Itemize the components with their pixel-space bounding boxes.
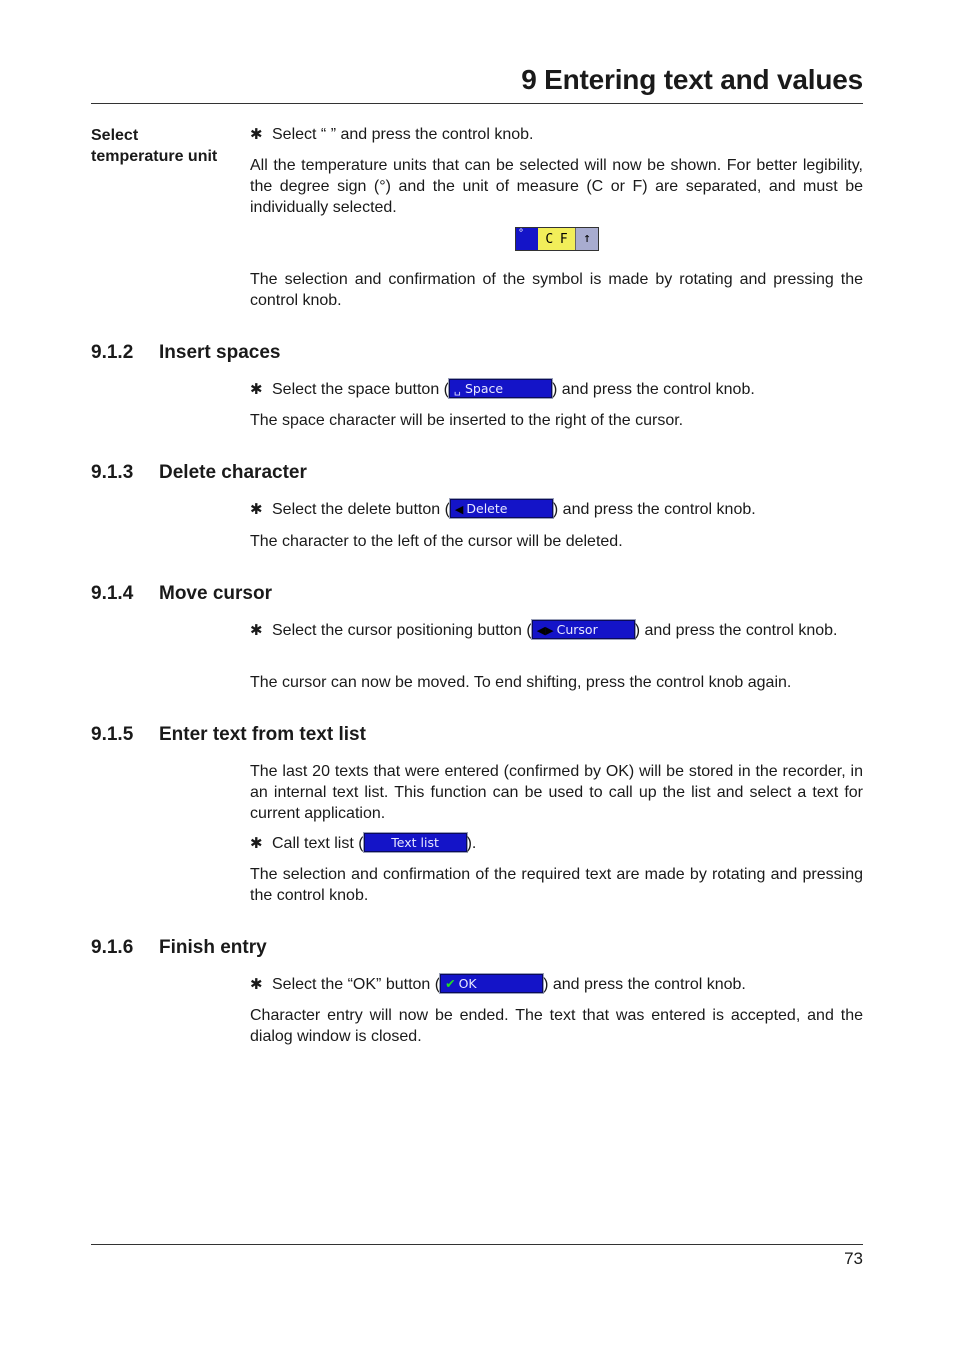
text-list-button-label: Text list bbox=[391, 834, 439, 850]
section-number: 9.1.3 bbox=[91, 462, 134, 483]
temperature-confirm-paragraph: The selection and confirmation of the symbol is made by rotating and pressing the control knob. bbox=[250, 271, 863, 309]
cursor-arrows-icon: ◀▶ bbox=[536, 623, 554, 637]
bullet-text-pre: Select the “OK” button ( bbox=[272, 976, 441, 993]
section-title: Finish entry bbox=[159, 937, 267, 958]
space-button[interactable] bbox=[449, 379, 552, 398]
bullet-delete-button bbox=[250, 500, 863, 520]
section-title: Enter text from text list bbox=[159, 724, 366, 745]
bullet-text-post: ) and press the control knob. bbox=[552, 381, 755, 398]
bullet-text-pre: Select the cursor positioning button ( bbox=[272, 622, 532, 639]
bullet-space-button bbox=[250, 380, 863, 400]
header-rule bbox=[91, 103, 863, 104]
page-number: 73 bbox=[844, 1249, 863, 1268]
temperature-unit-picker[interactable] bbox=[515, 227, 599, 251]
text-list-paragraph: The last 20 texts that were entered (confirmed by OK) will be stored in the recorder, in an internal text list. This function can be used to call up the list and select a text for current application. bbox=[250, 763, 863, 822]
section-heading-text-list bbox=[91, 724, 366, 746]
bullet-icon: ✱ bbox=[250, 622, 263, 639]
bullet-text-post: ) and press the control knob. bbox=[634, 622, 838, 639]
section-heading-finish-entry bbox=[91, 937, 267, 959]
text-list-button[interactable] bbox=[364, 833, 467, 852]
bullet-icon: ✱ bbox=[250, 381, 263, 398]
bullet-ok-button bbox=[250, 975, 863, 995]
move-cursor-paragraph: The cursor can now be moved. To end shifting, press the control knob again. bbox=[250, 674, 792, 691]
bullet-icon: ✱ bbox=[250, 126, 263, 143]
fahrenheit-option[interactable]: F bbox=[559, 231, 568, 247]
celsius-option[interactable]: C bbox=[545, 231, 554, 247]
checkmark-icon: ✔ bbox=[445, 975, 456, 991]
delete-arrow-icon: ◀ bbox=[454, 502, 464, 516]
bullet-text-post: ) and press the control knob. bbox=[552, 501, 756, 518]
cursor-button[interactable] bbox=[532, 620, 635, 639]
bullet-text-pre: Select the space button ( bbox=[272, 381, 449, 398]
delete-button-label: Delete bbox=[466, 500, 508, 516]
bullet-select-unit bbox=[250, 125, 863, 145]
delete-character-paragraph: The character to the left of the cursor will be deleted. bbox=[250, 533, 623, 550]
up-arrow-icon[interactable]: ↑ bbox=[575, 228, 598, 250]
temperature-paragraph: All the temperature units that can be selected will now be shown. For better legibility, the degree sign (°) and the unit of measure (C or F) are separated, and must be individually selected. bbox=[250, 157, 863, 216]
section-number: 9.1.5 bbox=[91, 724, 134, 745]
bullet-text-post: ). bbox=[466, 835, 477, 852]
ok-button[interactable] bbox=[440, 974, 543, 993]
section-number: 9.1.4 bbox=[91, 583, 134, 604]
section-number: 9.1.6 bbox=[91, 937, 134, 958]
section-heading-move-cursor bbox=[91, 583, 272, 605]
bullet-icon: ✱ bbox=[250, 835, 263, 852]
finish-entry-paragraph: Character entry will now be ended. The text that was entered is accepted, and the dialog window is closed. bbox=[250, 1007, 863, 1045]
chapter-title: 9 Entering text and values bbox=[521, 64, 863, 95]
bullet-text-post: ) and press the control knob. bbox=[543, 976, 746, 993]
bullet-text: Select “ ” and press the control knob. bbox=[272, 126, 534, 143]
bullet-text-list-button bbox=[250, 834, 863, 854]
section-title: Insert spaces bbox=[159, 342, 281, 363]
bullet-text-pre: Select the delete button ( bbox=[272, 501, 450, 518]
section-title: Delete character bbox=[159, 462, 307, 483]
section-heading-delete-character bbox=[91, 462, 307, 484]
bullet-text-pre: Call text list ( bbox=[272, 835, 364, 852]
insert-spaces-paragraph: The space character will be inserted to the right of the cursor. bbox=[250, 412, 684, 429]
bullet-cursor-button bbox=[250, 621, 863, 641]
space-icon: ␣ bbox=[454, 382, 461, 396]
space-button-label: Space bbox=[464, 380, 504, 396]
side-label-temperature: Select temperature unit bbox=[91, 127, 218, 165]
section-heading-insert-spaces bbox=[91, 342, 280, 364]
bullet-icon: ✱ bbox=[250, 976, 263, 993]
cursor-button-label: Cursor bbox=[556, 621, 598, 637]
text-list-confirm-paragraph: The selection and confirmation of the required text are made by rotating and pressing the control knob. bbox=[250, 866, 863, 904]
ok-button-label: OK bbox=[458, 975, 477, 991]
footer-rule bbox=[91, 1244, 863, 1245]
bullet-icon: ✱ bbox=[250, 501, 263, 518]
section-title: Move cursor bbox=[159, 583, 272, 604]
degree-sign-option[interactable]: ° bbox=[516, 228, 538, 250]
section-number: 9.1.2 bbox=[91, 342, 134, 363]
delete-button[interactable] bbox=[450, 499, 553, 518]
